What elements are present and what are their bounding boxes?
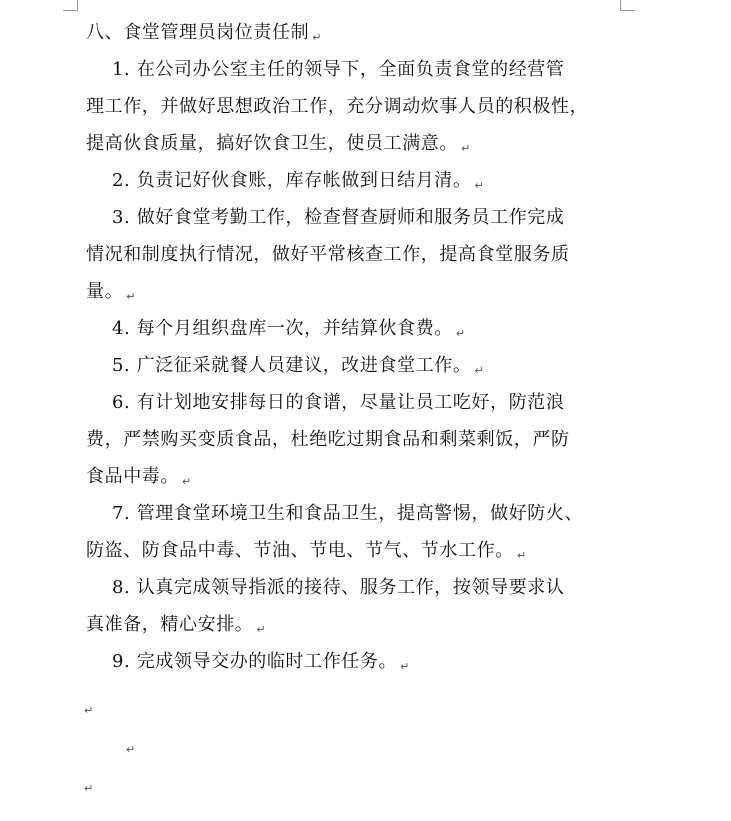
line-text: 7. 管理食堂环境卫生和食品卫生，提高警惕，做好防火、 [112,503,584,524]
paragraph-line [86,236,646,273]
paragraph-line [86,162,646,199]
line-text: 提高伙食质量，搞好饮食卫生，使员工满意。 [86,133,458,154]
paragraph-mark-icon: ↵ [84,704,94,717]
paragraph-line [86,606,646,643]
paragraph-mark-icon: ↵ [256,623,267,636]
paragraph-line [86,347,646,384]
line-text: 费，严禁购买变质食品，杜绝吃过期食品和剩菜剩饭，严防 [86,429,570,450]
line-text: 9. 完成领导交办的临时工作任务。 [112,651,398,672]
paragraph-mark-icon: ↵ [182,475,192,488]
paragraph-mark-icon: ↵ [474,364,485,377]
paragraph-mark-icon: ↵ [126,743,136,756]
line-text: 食品中毒。 [86,466,179,487]
page-corner-mark-right [620,0,635,11]
paragraph-line [86,458,646,495]
paragraph-mark-icon: ↵ [516,549,527,562]
line-text: 6. 有计划地安排每日的食谱，尽量让员工吃好，防范浪 [112,392,565,413]
paragraph-line [86,51,646,88]
paragraph-line [86,569,646,606]
document-body[interactable] [86,14,646,680]
line-text: 量。 [86,281,124,302]
paragraph-line [86,384,646,421]
line-text: 4. 每个月组织盘库一次，并结算伙食费。 [112,318,453,339]
line-text: 理工作，并做好思想政治工作，充分调动炊事人员的积极性， [86,96,589,117]
paragraph-mark-icon: ↵ [312,31,323,44]
section-heading [86,14,646,51]
paragraph-mark-icon: ↵ [474,179,485,192]
section-heading-text: 八、食堂管理员岗位责任制 [86,22,310,43]
line-text: 情况和制度执行情况，做好平常核查工作，提高食堂服务质 [86,244,570,265]
paragraph-line [86,310,646,347]
line-text: 5. 广泛征采就餐人员建议，改进食堂工作。 [112,355,472,376]
line-text: 3. 做好食堂考勤工作，检查督查厨师和服务员工作完成 [112,207,565,228]
paragraph-mark-icon: ↵ [84,782,94,795]
paragraph-line [86,88,646,125]
line-text: 1. 在公司办公室主任的领导下，全面负责食堂的经营管 [112,59,565,80]
paragraph-line [86,532,646,569]
page-corner-mark-left [63,0,78,11]
paragraph-line [86,125,646,162]
paragraph-line [86,199,646,236]
paragraph-line [86,421,646,458]
paragraph-mark-icon: ↵ [455,327,466,340]
line-text: 2. 负责记好伙食账，库存帐做到日结月清。 [112,170,472,191]
line-text: 真准备，精心安排。 [86,614,254,635]
paragraph-mark-icon: ↵ [400,660,410,673]
paragraph-line [86,495,646,532]
line-text: 防盗、防食品中毒、节油、节电、节气、节水工作。 [86,540,514,561]
paragraph-mark-icon: ↵ [461,142,471,155]
paragraph-line [86,273,646,310]
paragraph-mark-icon: ↵ [126,290,137,303]
line-text: 8. 认真完成领导指派的接待、服务工作，按领导要求认 [112,577,565,598]
paragraph-line [86,643,646,680]
